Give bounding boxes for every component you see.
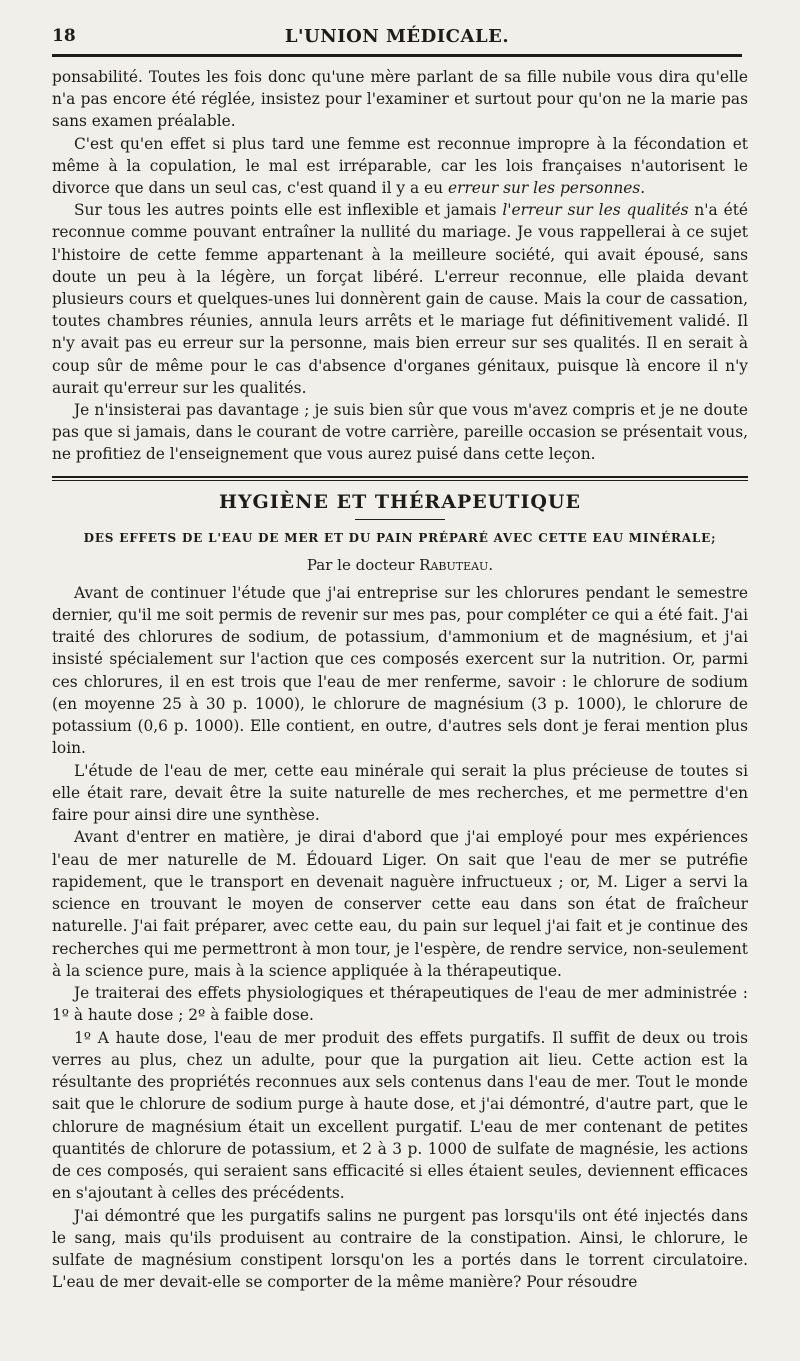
article-title: DES EFFETS DE L'EAU DE MER ET DU PAIN PRÉPARÉ AVEC CETTE EAU MINÉRALE; bbox=[83, 530, 717, 545]
section-heading: HYGIÈNE ET THÉRAPEUTIQUE bbox=[219, 490, 581, 513]
paragraph-text: C'est qu'en effet si plus tard une femme est reconnue impropre à la fécondation et même à la copulation, le mal est irréparable, car les lois françaises n'autorisent le divorce que dans un seul cas, c'est quand il y a eu bbox=[52, 134, 748, 198]
journal-title: L'UNION MÉDICALE. bbox=[284, 26, 510, 47]
paragraph: ponsabilité. Toutes les fois donc qu'une mère parlant de sa fille nubile vous dira qu'elle n'a pas encore été réglée, insistez pour l'examiner et surtout pour qu'on ne la marie pas sans examen préalable. bbox=[52, 68, 748, 131]
paragraph: 1º A haute dose, l'eau de mer produit des effets purgatifs. Il suffit de deux ou trois verres au plus, chez un adulte, pour que la purgation ait lieu. Cette action est la résultante des propriétés reconnues aux sels contenus dans l'eau de mer. Tout le monde sait que le chlorure de sodium purge à haute dose, et j'ai démontré, d'autre part, que le chlorure de magnésium était un excellent purgatif. L'eau de mer contenant de petites quantités de chlorure de potassium, et 2 à 3 p. 1000 de sulfate de magnésie, les actions de ces composés, qui seraient sans efficacité si elles étaient seules, deviennent efficaces en s'ajoutant à celles des précédents. bbox=[52, 1028, 748, 1203]
byline bbox=[52, 554, 748, 576]
author-name: Rabuteau. bbox=[419, 555, 494, 574]
section-divider bbox=[52, 476, 748, 481]
paragraph: Je n'insisterai pas davantage ; je suis bien sûr que vous m'avez compris et je ne doute pas que si jamais, dans le courant de votre carrière, pareille occasion se présentait vous, ne profitiez de l'enseignement que vous aurez puisé dans cette leçon. bbox=[52, 401, 748, 464]
page-number: 18 bbox=[52, 26, 76, 46]
emphasis: erreur sur les personnes. bbox=[447, 179, 646, 198]
article-body bbox=[52, 582, 748, 1294]
paragraph: Je traiterai des effets physiologiques et thérapeutiques de l'eau de mer administrée : 1º à haute dose ; 2º à faible dose. bbox=[52, 984, 748, 1025]
paragraph: Avant d'entrer en matière, je dirai d'abord que j'ai employé pour mes expériences l'eau de mer naturelle de M. Édouard Liger. On sait que l'eau de mer se putréfie rapidement, que le transport en devenait naguère infructueux ; or, M. Liger a servi la science en trouvant le moyen de conserver cette eau dans son état de fraîcheur naturelle. J'ai fait préparer, avec cette eau, du pain sur lequel j'ai fait et je continue des recherches qui me permettront à mon tour, je l'espère, de rendre service, non-seulement à la science pure, mais à la science appliquée à la thérapeutique. bbox=[52, 828, 748, 980]
emphasis: l'erreur sur les qualités bbox=[502, 201, 689, 220]
byline-prefix: Par le docteur bbox=[306, 555, 420, 574]
paragraph-text: Sur tous les autres points elle est inflexible et jamais bbox=[74, 201, 503, 220]
paragraph-text: n'a été reconnue comme pouvant entraîner la nullité du mariage. Je vous rappellerai à ce sujet l'histoire de cette femme appartenant à la meilleure société, qui avait épousé, sans doute un peu à la légère, un forçat libéré. L'erreur reconnue, elle plaida devant plusieurs cours et quelques-unes lui donnèrent gain de cause. Mais la cour de cassation, toutes chambres réunies, annula leurs arrêts et le mariage fut définitivement validé. Il n'y avait pas eu erreur sur la personne, mais bien erreur sur ses qualités. Il en serait à coup sûr de même pour le cas d'absence d'organes génitaux, puisque là encore il n'y aurait qu'erreur sur les qualités. bbox=[52, 201, 748, 397]
page-body bbox=[52, 66, 748, 1294]
paragraph bbox=[52, 133, 748, 200]
running-header bbox=[52, 18, 742, 57]
heading-rule bbox=[355, 519, 445, 520]
paragraph: Avant de continuer l'étude que j'ai entreprise sur les chlorures pendant le semestre dernier, qu'il me soit permis de revenir sur mes pas, pour compléter ce qui a été fait. J'ai traité des chlorures de sodium, de potassium, d'ammonium et de magnésium, et j'ai insisté spécialement sur l'action que ces composés exercent sur la nutrition. Or, parmi ces chlorures, il en est trois que l'eau de mer renferme, savoir : le chlorure de sodium (en moyenne 25 à 30 p. 1000), le chlorure de magnésium (3 p. 1000), le chlorure de potassium (0,6 p. 1000). Elle contient, en outre, d'autres sels dont je ferai mention plus loin. bbox=[52, 583, 748, 758]
paragraph: J'ai démontré que les purgatifs salins ne purgent pas lorsqu'ils ont été injectés dans le sang, mais qu'ils produisent au contraire de la constipation. Ainsi, le chlorure, le sulfate de magnésium constipent lorsqu'on les a portés dans le torrent circulatoire. L'eau de mer devait-elle se comporter de la même manière? Pour résoudre bbox=[52, 1206, 748, 1292]
paragraph: L'étude de l'eau de mer, cette eau minérale qui serait la plus précieuse de toutes si elle était rare, devait être la suite naturelle de mes recherches, et me permettre d'en faire pour ainsi dire une synthèse. bbox=[52, 761, 748, 825]
paragraph bbox=[52, 199, 748, 399]
